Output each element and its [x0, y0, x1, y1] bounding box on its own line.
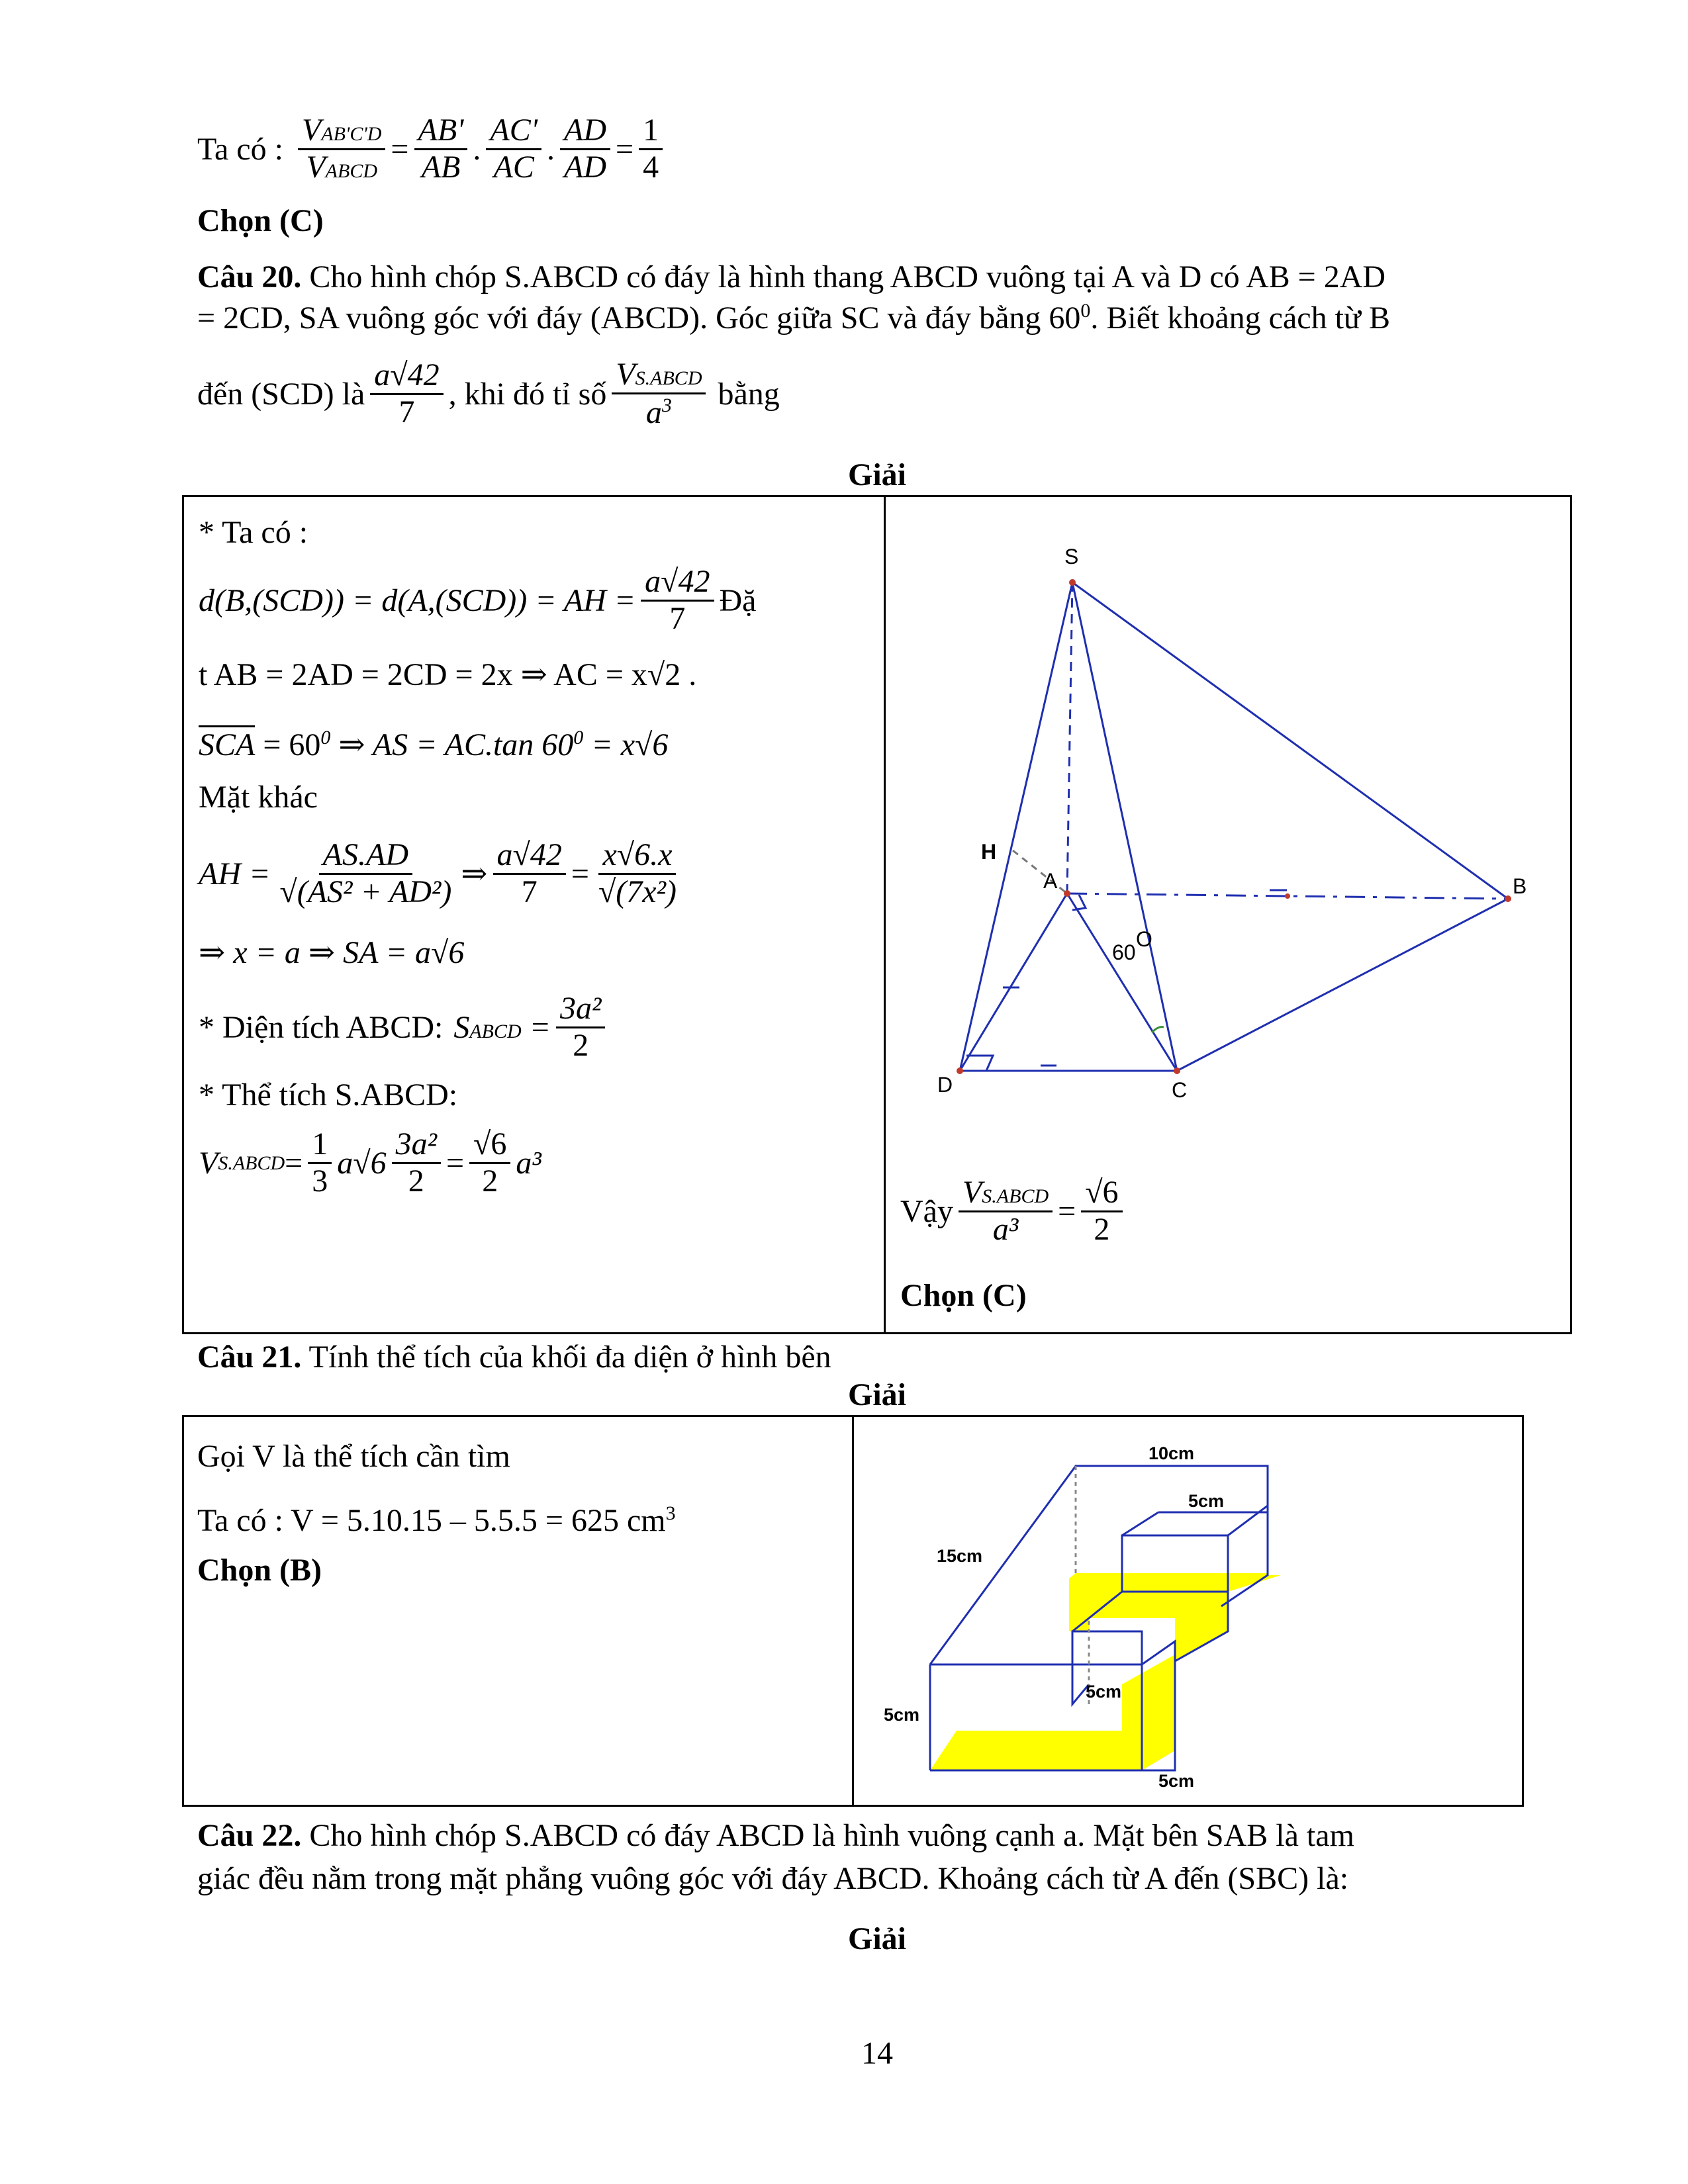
- point-c: [1174, 1068, 1180, 1074]
- q22-giai-heading: Giải: [847, 1921, 906, 1956]
- volume-ratio-question: $\frac{\text{VS.ABCD}}{a^3}$: [612, 357, 706, 431]
- fraction-ad: $\frac{AD}{AD}$: [560, 113, 610, 185]
- label-c: C: [1172, 1078, 1188, 1102]
- q20-table-divider: [884, 495, 886, 1334]
- top-ratio-formula: Ta có : $\frac{\text{VAB'C'D}}{\text{VABCD}}$ = $\frac{AB'}{AB}$ . $\frac{AC'}{AC}$ . $\frac{AD}{AD}$ = $\frac{1}{4}$: [197, 99, 668, 199]
- point-d: [957, 1068, 963, 1074]
- sol-line-ab: t AB = 2AD = 2CD = 2x ⇒ AC = x√2 .: [199, 657, 697, 692]
- label-angle: 60: [1112, 940, 1136, 964]
- sol-line-mat-khac: Mặt khác: [199, 780, 318, 815]
- edge-sd: [960, 582, 1072, 1071]
- label-b: B: [1513, 874, 1527, 898]
- point-b: [1505, 895, 1511, 902]
- right-angle-d: [966, 1056, 993, 1071]
- q20-choice: Chọn (C): [900, 1278, 1027, 1313]
- right-angle-a: [1072, 895, 1086, 910]
- q21-sol-line-2: Ta có : V = 5.10.15 – 5.5.5 = 625 $cm^3$: [197, 1502, 676, 1538]
- q21-giai-heading: Giải: [847, 1377, 906, 1412]
- ah-dashed: [1013, 850, 1067, 893]
- angle-arc-c: [1152, 1027, 1164, 1032]
- q21-table-divider: [852, 1415, 854, 1807]
- point-a: [1064, 890, 1070, 897]
- label-h: H: [981, 840, 997, 864]
- edge-sb: [1072, 582, 1508, 899]
- sol-line-distance: d(B,(SCD)) = d(A,(SCD)) = AH = $\frac{a√42}{7}$ Đặ: [199, 564, 757, 636]
- q21-sol-left: [197, 1428, 676, 1599]
- q22-line-1: Câu 22. Cho hình chóp S.ABCD có đáy ABCD là hình vuông cạnh a. Mặt bên SAB là tam: [197, 1818, 1354, 1853]
- label-5cm-top: 5cm: [1188, 1491, 1225, 1511]
- point-s: [1069, 579, 1076, 586]
- edge-ac: [1067, 893, 1177, 1071]
- notch-inner-top-left: [1122, 1512, 1158, 1535]
- point-ab-mid: [1285, 893, 1290, 899]
- distance-fraction: $\frac{a√42}{7}$: [370, 358, 443, 430]
- q22-label: Câu 22.: [197, 1818, 302, 1853]
- q22-line-2: giác đều nằm trong mặt phẳng vuông góc với đáy ABCD. Khoảng cách từ A đến (SBC) là:: [197, 1861, 1349, 1896]
- fraction-result: $\frac{1}{4}$: [639, 113, 663, 185]
- label-a: A: [1043, 869, 1058, 893]
- page-number: 14: [861, 2036, 893, 2071]
- edge-sc: [1072, 582, 1177, 1071]
- q21-choice: Chọn (B): [197, 1553, 322, 1588]
- edge-ad: [960, 893, 1067, 1071]
- label-10cm: 10cm: [1149, 1443, 1195, 1463]
- sol-line-ah: AH = $\frac{AS.AD}{\text{√(AS² + AD²)}}$ ⇒ $\frac{a√42}{7}$ = $\frac{x√6.x}{\text{√(7x²)}}$: [199, 837, 677, 909]
- q20-line-2: = 2CD, SA vuông góc với đáy (ABCD). Góc giữa SC và đáy bằng $60^0$. Biết khoảng cách từ B: [197, 300, 1390, 336]
- sol-line-ta-co: * Ta có :: [199, 515, 308, 550]
- fraction-ac: $\frac{AC'}{AC}$: [486, 113, 541, 185]
- q21-line: Câu 21. Tính thể tích của khối đa diện ở hình bên: [197, 1340, 831, 1375]
- edge-cb: [1177, 899, 1508, 1071]
- sol-line-angle: SCA = $60^0$ ⇒ AS = AC.tan $60^0 = x√6$: [199, 727, 669, 762]
- q21-label: Câu 21.: [197, 1340, 302, 1375]
- volume-ratio-fraction: $\frac{\text{VAB'C'D}}{\text{VABCD}}$: [298, 113, 386, 185]
- q21-sol-line-1: Gọi V là thể tích cần tìm: [197, 1439, 510, 1474]
- label-15cm: 15cm: [937, 1546, 983, 1566]
- pyramid-figure: [887, 503, 1569, 1118]
- q20-conclusion: Vậy $\frac{\text{VS.ABCD}}{\text{a³}}$ = $\frac{√6}{2}$: [900, 1165, 1128, 1257]
- label-d: D: [937, 1073, 953, 1097]
- ta-co-label: Ta có :: [197, 131, 283, 167]
- sol-line-area: * Diện tích ABCD: SABCD = $\frac{\text{3a²}}{2}$: [199, 983, 877, 1072]
- q20-sol-left: [199, 510, 877, 1208]
- q20-label: Câu 20.: [197, 259, 302, 295]
- label-5cm-bottom: 5cm: [1158, 1771, 1195, 1791]
- q20-giai-heading: Giải: [847, 457, 906, 492]
- q20-line-3: đến (SCD) là $\frac{a√42}{7}$ , khi đó tỉ số $\frac{\text{VS.ABCD}}{a^3}$ bằng: [197, 356, 780, 430]
- label-o: O: [1136, 927, 1152, 951]
- label-5cm-left: 5cm: [884, 1705, 920, 1725]
- q20-line-1: Câu 20. Cho hình chóp S.ABCD có đáy là hình thang ABCD vuông tại A và D có AB = 2AD: [197, 259, 1386, 295]
- edge-sa-dashed: [1067, 582, 1072, 893]
- label-5cm-mid: 5cm: [1086, 1682, 1122, 1702]
- polyhedron-figure: [857, 1420, 1519, 1803]
- fraction-ab: $\frac{AB'}{AB}$: [414, 113, 468, 185]
- label-s: S: [1064, 545, 1079, 569]
- sol-line-volume-title: * Thể tích S.ABCD:: [199, 1077, 458, 1113]
- top-choice: Chọn (C): [197, 203, 324, 238]
- sol-line-x-equals-a: ⇒ x = a ⇒ SA = a√6: [199, 935, 465, 970]
- sol-line-volume: V S.ABCD = $\frac{1}{3}$ a√6 $\frac{\text{3a²}}{2}$ = $\frac{√6}{2}$ a³: [199, 1126, 541, 1199]
